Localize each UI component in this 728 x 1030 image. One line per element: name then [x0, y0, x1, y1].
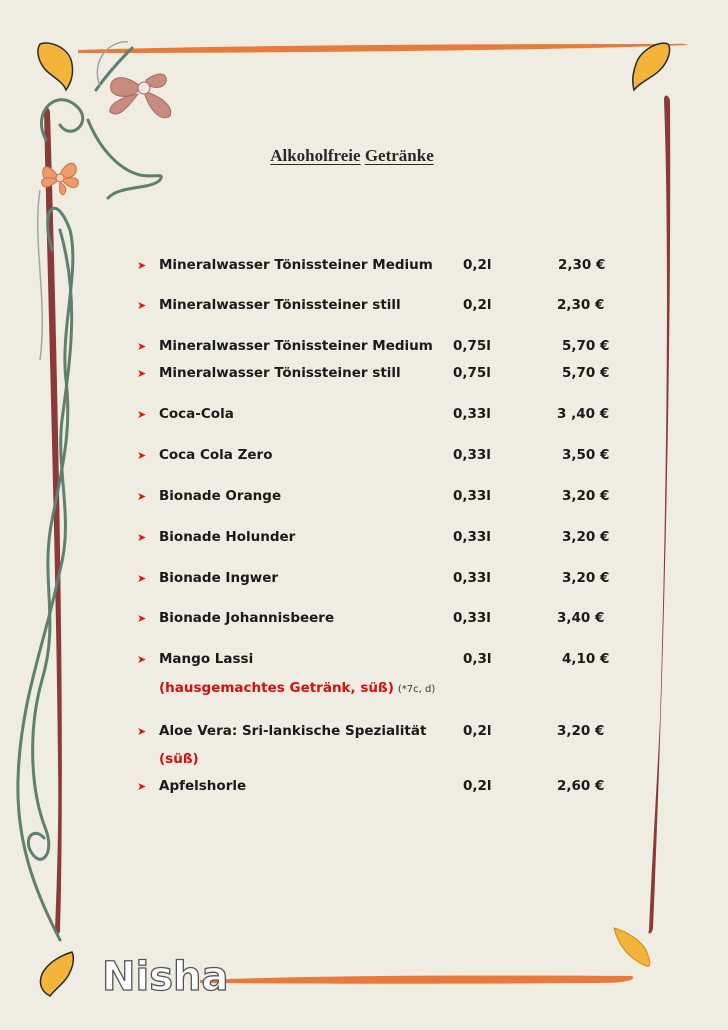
item-name: Mineralwasser Tönissteiner still [159, 365, 401, 381]
item-size: 0,33l [453, 570, 491, 586]
flower-pink [110, 74, 171, 118]
bottom-border-stroke [200, 975, 633, 983]
bullet-arrow-icon: ➤ [137, 408, 147, 421]
top-border-stroke [78, 44, 688, 53]
item-name: Bionade Holunder [159, 529, 296, 545]
menu-item [0, 365, 728, 385]
item-name: Apfelshorle [159, 778, 247, 794]
item-size: 0,75l [453, 338, 491, 354]
item-name: Aloe Vera: Sri-lankische Spezialität [159, 723, 427, 739]
title-word-2: Getränke [364, 146, 434, 165]
bullet-arrow-icon: ➤ [137, 367, 147, 380]
leaf-corner-bottom-left [40, 952, 73, 996]
leaf-corner-bottom-right [614, 928, 650, 966]
item-name: Coca-Cola [159, 406, 234, 422]
menu-item [0, 651, 728, 671]
item-name: Bionade Ingwer [159, 570, 279, 586]
page-title [0, 146, 704, 166]
item-size: 0,75l [453, 365, 491, 381]
title-word-1: Alkoholfreie [270, 146, 361, 165]
item-size: 0,33l [453, 447, 491, 463]
item-price: 4,10 € [562, 651, 610, 667]
bullet-arrow-icon: ➤ [137, 612, 147, 625]
item-price: 3,20 € [562, 529, 610, 545]
leaf-corner-top-right [633, 43, 670, 90]
menu-item [0, 610, 728, 630]
item-price: 5,70 € [562, 338, 610, 354]
right-border-stroke [649, 96, 671, 934]
item-size: 0,33l [453, 610, 491, 626]
item-size: 0,33l [453, 529, 491, 545]
item-name: Coca Cola Zero [159, 447, 273, 463]
bullet-arrow-icon: ➤ [137, 572, 147, 585]
item-note-text: (süß) [159, 751, 199, 767]
menu-item [0, 297, 728, 317]
leaf-corner-top-left [38, 43, 73, 90]
menu-item [0, 529, 728, 549]
item-price: 3 ,40 € [557, 406, 610, 422]
bullet-arrow-icon: ➤ [137, 725, 147, 738]
item-price: 2,30 € [557, 297, 605, 313]
item-price: 3,20 € [557, 723, 605, 739]
bullet-arrow-icon: ➤ [137, 299, 147, 312]
item-name: Bionade Johannisbeere [159, 610, 335, 626]
bullet-arrow-icon: ➤ [137, 531, 147, 544]
item-name: Mineralwasser Tönissteiner Medium [159, 257, 433, 273]
menu-item [0, 570, 728, 590]
menu-item [0, 257, 728, 277]
item-price: 2,30 € [558, 257, 606, 273]
menu-item [0, 338, 728, 358]
item-note-text: (hausgemachtes Getränk, süß) [159, 680, 394, 696]
item-note [159, 751, 199, 767]
item-price: 3,20 € [562, 488, 610, 504]
item-note [159, 680, 435, 696]
item-name: Mineralwasser Tönissteiner Medium [159, 338, 433, 354]
bullet-arrow-icon: ➤ [137, 490, 147, 503]
item-size: 0,2l [463, 723, 492, 739]
item-name: Bionade Orange [159, 488, 282, 504]
menu-item [0, 488, 728, 508]
item-size: 0,33l [453, 488, 491, 504]
item-size: 0,3l [463, 651, 492, 667]
menu-item [0, 447, 728, 467]
item-size: 0,33l [453, 406, 491, 422]
item-name: Mango Lassi [159, 651, 254, 667]
bullet-arrow-icon: ➤ [137, 340, 147, 353]
item-size: 0,2l [463, 297, 492, 313]
menu-item [0, 778, 728, 798]
item-price: 3,40 € [557, 610, 605, 626]
menu-item [0, 723, 728, 743]
item-price: 3,50 € [562, 447, 610, 463]
bullet-arrow-icon: ➤ [137, 259, 147, 272]
brand-logo [100, 950, 230, 1000]
bullet-arrow-icon: ➤ [137, 780, 147, 793]
item-price: 3,20 € [562, 570, 610, 586]
item-price: 5,70 € [562, 365, 610, 381]
bullet-arrow-icon: ➤ [137, 653, 147, 666]
menu-item [0, 406, 728, 426]
allergen-note: (*7c, d) [397, 684, 436, 695]
brand-logo-text: Nisha [102, 954, 229, 1000]
bullet-arrow-icon: ➤ [137, 449, 147, 462]
item-price: 2,60 € [557, 778, 605, 794]
item-name: Mineralwasser Tönissteiner still [159, 297, 401, 313]
item-size: 0,2l [463, 257, 492, 273]
item-size: 0,2l [463, 778, 492, 794]
